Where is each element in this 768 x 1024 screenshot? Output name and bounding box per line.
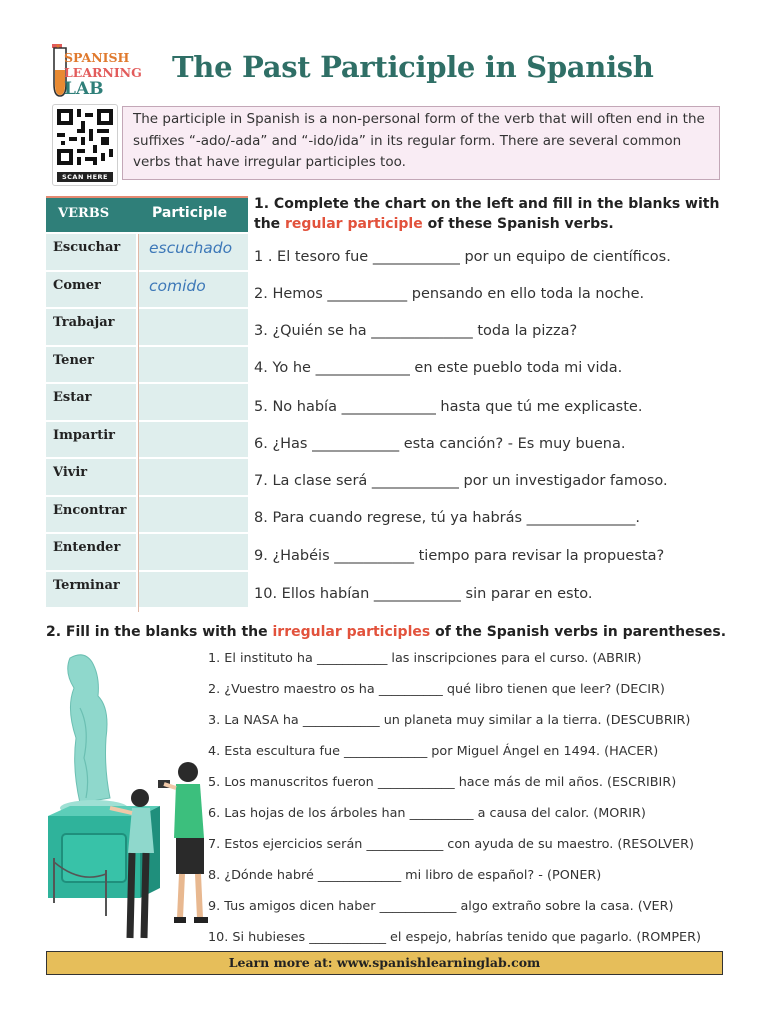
verb-cell: Tener (46, 347, 136, 383)
qr-code-icon (57, 109, 113, 165)
exercise-1-highlight: regular participle (285, 216, 423, 232)
verb-cell: Impartir (46, 422, 136, 458)
exercise-1-sentence[interactable]: 3. ¿Quién se ha ______________ toda la pizza? (254, 323, 578, 339)
verb-cell: Estar (46, 384, 136, 420)
exercise-1-title-end: of these Spanish verbs. (422, 216, 614, 232)
exercise-2-sentence[interactable]: 1. El instituto ha ___________ las inscripciones para el curso. (ABRIR) (208, 651, 642, 666)
exercise-2-sentence[interactable]: 5. Los manuscritos fueron ____________ hace más de mil años. (ESCRIBIR) (208, 775, 677, 790)
exercise-1-title (254, 194, 724, 234)
exercise-1-title-text: 1. Complete the chart on the left and fill in the blanks with the (254, 196, 720, 232)
exercise-2-sentence[interactable]: 3. La NASA ha ____________ un planeta muy similar a la tierra. (DESCUBRIR) (208, 713, 691, 728)
exercise-1-sentence[interactable]: 1 . El tesoro fue ____________ por un equipo de científicos. (254, 249, 671, 265)
verb-row (46, 497, 248, 533)
participle-cell[interactable] (139, 459, 248, 495)
verb-row (46, 384, 248, 420)
participle-cell[interactable] (139, 309, 248, 345)
qr-code[interactable] (52, 104, 118, 186)
exercise-2-title-text: 2. Fill in the blanks with the (46, 624, 273, 640)
exercise-2-sentence[interactable]: 10. Si hubieses ____________ el espejo, habrías tenido que pagarlo. (ROMPER) (208, 930, 702, 945)
page-title: The Past Participle in Spanish (172, 50, 654, 84)
verb-cell: Vivir (46, 459, 136, 495)
verb-cell: Terminar (46, 572, 136, 608)
exercise-1-sentence[interactable]: 10. Ellos habían ____________ sin parar en esto. (254, 586, 593, 602)
intro-box: The participle in Spanish is a non-personal form of the verb that will often end in the suffixes “-ado/-ada” and “-ido/ida” in its regular form. There are several common verbs that have irregular participles too. (122, 106, 720, 180)
exercise-2-sentence[interactable]: 4. Esta escultura fue _____________ por Miguel Ángel en 1494. (HACER) (208, 744, 659, 759)
verb-row (46, 347, 248, 383)
exercise-1-sentence[interactable]: 6. ¿Has ____________ esta canción? - Es muy buena. (254, 436, 626, 452)
verb-row (46, 572, 248, 608)
footer-link[interactable]: Learn more at: www.spanishlearninglab.com (46, 951, 723, 975)
exercise-2-title (46, 624, 726, 640)
verb-cell: Trabajar (46, 309, 136, 345)
museum-visitors-illustration (40, 648, 215, 948)
logo-line-3: LAB (64, 79, 104, 99)
logo-line-2: LEARNING (64, 65, 142, 80)
participle-cell[interactable] (139, 497, 248, 533)
verb-table-header (46, 196, 248, 232)
verb-cell: Escuchar (46, 234, 136, 270)
scan-here-label: SCAN HERE (57, 172, 113, 182)
participle-cell[interactable] (139, 384, 248, 420)
participle-cell[interactable] (139, 347, 248, 383)
exercise-1-sentence[interactable]: 9. ¿Habéis ___________ tiempo para revisar la propuesta? (254, 548, 665, 564)
exercise-2-sentence[interactable]: 7. Estos ejercicios serán ____________ con ayuda de su maestro. (RESOLVER) (208, 837, 695, 852)
exercise-1-sentence[interactable]: 8. Para cuando regrese, tú ya habrás _______________. (254, 510, 641, 526)
exercise-1-sentence[interactable]: 4. Yo he _____________ en este pueblo toda mi vida. (254, 360, 623, 376)
exercise-1-sentence[interactable]: 7. La clase será ____________ por un investigador famoso. (254, 473, 668, 489)
exercise-2-sentence[interactable]: 8. ¿Dónde habré _____________ mi libro de español? - (PONER) (208, 868, 602, 883)
table-divider (138, 234, 139, 612)
verb-cell: Entender (46, 534, 136, 570)
verb-row (46, 272, 248, 308)
verb-cell: Comer (46, 272, 136, 308)
exercise-2-highlight: irregular participles (272, 624, 431, 640)
verb-cell: Encontrar (46, 497, 136, 533)
participle-cell[interactable] (139, 572, 248, 608)
verb-row (46, 459, 248, 495)
verb-row (46, 422, 248, 458)
exercise-2-title-end: of the Spanish verbs in parentheses. (430, 624, 727, 640)
participle-cell[interactable] (139, 422, 248, 458)
logo-line-1: SPANISH (64, 50, 130, 65)
participle-cell[interactable] (139, 534, 248, 570)
exercise-1-sentence[interactable]: 2. Hemos ___________ pensando en ello toda la noche. (254, 286, 645, 302)
logo-wordmark (64, 50, 142, 98)
header-participle: Participle (152, 205, 228, 221)
exercise-2-sentence[interactable]: 9. Tus amigos dicen haber ____________ algo extraño sobre la casa. (VER) (208, 899, 674, 914)
header-verbs: VERBS (58, 206, 110, 221)
verb-row (46, 534, 248, 570)
participle-cell[interactable]: comido (139, 272, 248, 308)
participle-cell[interactable]: escuchado (139, 234, 248, 270)
verb-row (46, 309, 248, 345)
exercise-1-sentence[interactable]: 5. No había _____________ hasta que tú me explicaste. (254, 399, 643, 415)
exercise-2-sentence[interactable]: 2. ¿Vuestro maestro os ha __________ qué libro tienen que leer? (DECIR) (208, 682, 665, 697)
exercise-2-sentence[interactable]: 6. Las hojas de los árboles han __________ a causa del calor. (MORIR) (208, 806, 646, 821)
verb-table (46, 234, 248, 609)
verb-row (46, 234, 248, 270)
